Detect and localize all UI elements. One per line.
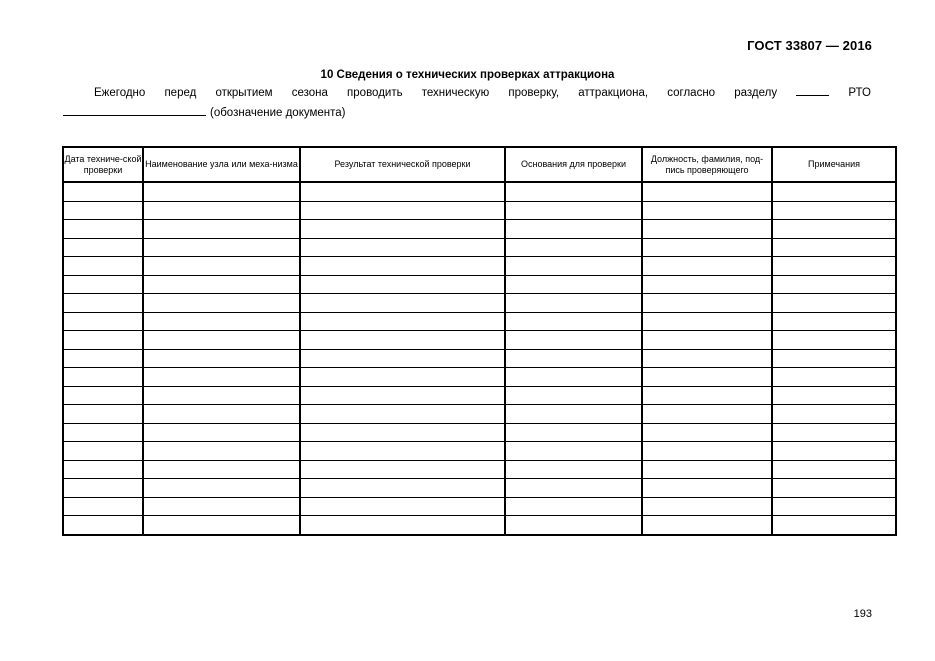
table-cell[interactable] (63, 220, 143, 239)
table-cell[interactable] (642, 238, 772, 257)
table-cell[interactable] (772, 423, 896, 442)
table-cell[interactable] (772, 386, 896, 405)
page-number: 193 (853, 608, 872, 620)
table-cell[interactable] (642, 479, 772, 498)
table-cell[interactable] (642, 368, 772, 387)
table-cell[interactable] (63, 497, 143, 516)
intro-line (94, 84, 871, 99)
intro-word: аттракциона, (578, 87, 649, 99)
table-cell[interactable] (505, 442, 642, 461)
table-cell[interactable] (63, 331, 143, 350)
table-cell[interactable] (300, 368, 505, 387)
table-body (63, 182, 896, 535)
table-cell[interactable] (63, 442, 143, 461)
table-cell[interactable] (642, 331, 772, 350)
table-row (63, 182, 896, 201)
table-cell[interactable] (300, 516, 505, 535)
table-cell[interactable] (300, 182, 505, 201)
table-cell[interactable] (143, 294, 300, 313)
table-cell[interactable] (300, 442, 505, 461)
table-cell[interactable] (772, 257, 896, 276)
intro-word: проверку, (508, 87, 560, 99)
table-cell[interactable] (772, 368, 896, 387)
intro-tail: РТО (848, 87, 871, 99)
table-row (63, 294, 896, 313)
intro-word: сезона (291, 87, 328, 99)
table-cell[interactable] (642, 312, 772, 331)
table-cell[interactable] (772, 294, 896, 313)
table-cell[interactable] (505, 460, 642, 479)
table-row (63, 386, 896, 405)
table-cell[interactable] (143, 368, 300, 387)
table-cell[interactable] (143, 182, 300, 201)
table-cell[interactable] (143, 442, 300, 461)
table-cell[interactable] (642, 497, 772, 516)
table-cell[interactable] (300, 497, 505, 516)
table-cell[interactable] (143, 386, 300, 405)
document-designation-note: (обозначение документа) (210, 107, 346, 119)
table-row (63, 405, 896, 424)
column-header-notes: Примечания (772, 147, 896, 182)
table-cell[interactable] (772, 479, 896, 498)
table-cell[interactable] (63, 182, 143, 201)
column-header-grounds: Основания для проверки (505, 147, 642, 182)
table-cell[interactable] (505, 368, 642, 387)
table-cell[interactable] (143, 275, 300, 294)
table-row (63, 201, 896, 220)
table-cell[interactable] (772, 201, 896, 220)
table-cell[interactable] (143, 423, 300, 442)
table-cell[interactable] (143, 312, 300, 331)
table-header-row (63, 147, 896, 182)
column-header-date: Дата техниче-ской проверки (63, 147, 143, 182)
section-number-blank[interactable] (796, 84, 829, 96)
table-row (63, 349, 896, 368)
table-cell[interactable] (300, 460, 505, 479)
table-row (63, 220, 896, 239)
table-row (63, 238, 896, 257)
table-cell[interactable] (505, 497, 642, 516)
table-cell[interactable] (642, 349, 772, 368)
table-cell[interactable] (63, 312, 143, 331)
intro-word: техническую (421, 87, 490, 99)
table-cell[interactable] (300, 479, 505, 498)
table-cell[interactable] (300, 386, 505, 405)
technical-inspections-table (62, 146, 897, 536)
table-cell[interactable] (143, 220, 300, 239)
table-cell[interactable] (772, 405, 896, 424)
table-cell[interactable] (63, 257, 143, 276)
table-cell[interactable] (143, 405, 300, 424)
table-cell[interactable] (505, 201, 642, 220)
table-cell[interactable] (772, 460, 896, 479)
table-cell[interactable] (505, 182, 642, 201)
document-designation-line (63, 104, 346, 119)
intro-word: перед (164, 87, 197, 99)
table-row (63, 368, 896, 387)
table-cell[interactable] (63, 516, 143, 535)
table-cell[interactable] (300, 257, 505, 276)
table-cell[interactable] (63, 238, 143, 257)
table-cell[interactable] (505, 312, 642, 331)
table-cell[interactable] (642, 386, 772, 405)
table-cell[interactable] (143, 201, 300, 220)
table-cell[interactable] (505, 423, 642, 442)
intro-word: разделу (734, 87, 778, 99)
table-cell[interactable] (642, 182, 772, 201)
table-cell[interactable] (642, 275, 772, 294)
intro-word: проводить (347, 87, 403, 99)
table-cell[interactable] (505, 479, 642, 498)
table-cell[interactable] (300, 275, 505, 294)
table-row (63, 331, 896, 350)
table-cell[interactable] (143, 497, 300, 516)
table-cell[interactable] (642, 442, 772, 461)
table-cell[interactable] (143, 257, 300, 276)
table-cell[interactable] (63, 294, 143, 313)
column-header-inspector: Должность, фамилия, под-пись проверяющего (642, 147, 772, 182)
table-cell[interactable] (300, 331, 505, 350)
table-cell[interactable] (63, 275, 143, 294)
table-cell[interactable] (505, 349, 642, 368)
table-row (63, 423, 896, 442)
table-cell[interactable] (505, 405, 642, 424)
document-designation-blank[interactable] (63, 104, 206, 116)
table-cell[interactable] (642, 294, 772, 313)
table-row (63, 516, 896, 535)
table-cell[interactable] (772, 442, 896, 461)
table-cell[interactable] (642, 423, 772, 442)
standard-designation: ГОСТ 33807 — 2016 (747, 38, 872, 53)
table-cell[interactable] (505, 275, 642, 294)
table-cell[interactable] (642, 405, 772, 424)
table-row (63, 479, 896, 498)
table-cell[interactable] (505, 516, 642, 535)
table-row (63, 275, 896, 294)
table-cell[interactable] (505, 294, 642, 313)
table-cell[interactable] (63, 405, 143, 424)
table-cell[interactable] (300, 405, 505, 424)
table-cell[interactable] (143, 460, 300, 479)
table-cell[interactable] (300, 201, 505, 220)
intro-word: открытием (215, 87, 273, 99)
section-title: 10 Сведения о технических проверках аттракциона (320, 69, 615, 81)
table-cell[interactable] (505, 331, 642, 350)
table-cell[interactable] (772, 238, 896, 257)
table-row (63, 312, 896, 331)
table-cell[interactable] (143, 349, 300, 368)
table-cell[interactable] (300, 238, 505, 257)
table-cell[interactable] (642, 516, 772, 535)
table-row (63, 257, 896, 276)
table-cell[interactable] (143, 331, 300, 350)
table-cell[interactable] (63, 479, 143, 498)
table-cell[interactable] (300, 312, 505, 331)
table-cell[interactable] (642, 201, 772, 220)
intro-word: Ежегодно (94, 87, 146, 99)
table-row (63, 460, 896, 479)
table-cell[interactable] (63, 460, 143, 479)
table-cell[interactable] (642, 220, 772, 239)
table-cell[interactable] (772, 182, 896, 201)
table-row (63, 497, 896, 516)
table-cell[interactable] (63, 368, 143, 387)
table-cell[interactable] (63, 386, 143, 405)
table-cell[interactable] (300, 220, 505, 239)
table-cell[interactable] (143, 479, 300, 498)
table-cell[interactable] (300, 294, 505, 313)
table-cell[interactable] (505, 257, 642, 276)
table-row (63, 442, 896, 461)
table-cell[interactable] (642, 460, 772, 479)
table-cell[interactable] (63, 423, 143, 442)
table-cell[interactable] (63, 349, 143, 368)
table-cell[interactable] (772, 331, 896, 350)
column-header-unit-name: Наименование узла или меха-низма (143, 147, 300, 182)
table-cell[interactable] (505, 220, 642, 239)
table-cell[interactable] (772, 275, 896, 294)
table-cell[interactable] (772, 220, 896, 239)
table-cell[interactable] (772, 349, 896, 368)
table-cell[interactable] (772, 516, 896, 535)
table-cell[interactable] (505, 238, 642, 257)
table-cell[interactable] (300, 423, 505, 442)
table-cell[interactable] (772, 497, 896, 516)
table-cell[interactable] (642, 257, 772, 276)
table-cell[interactable] (505, 386, 642, 405)
table-cell[interactable] (772, 312, 896, 331)
column-header-result: Результат технической проверки (300, 147, 505, 182)
table-cell[interactable] (143, 238, 300, 257)
table-cell[interactable] (300, 349, 505, 368)
table-cell[interactable] (143, 516, 300, 535)
intro-word: согласно (667, 87, 716, 99)
table-cell[interactable] (63, 201, 143, 220)
